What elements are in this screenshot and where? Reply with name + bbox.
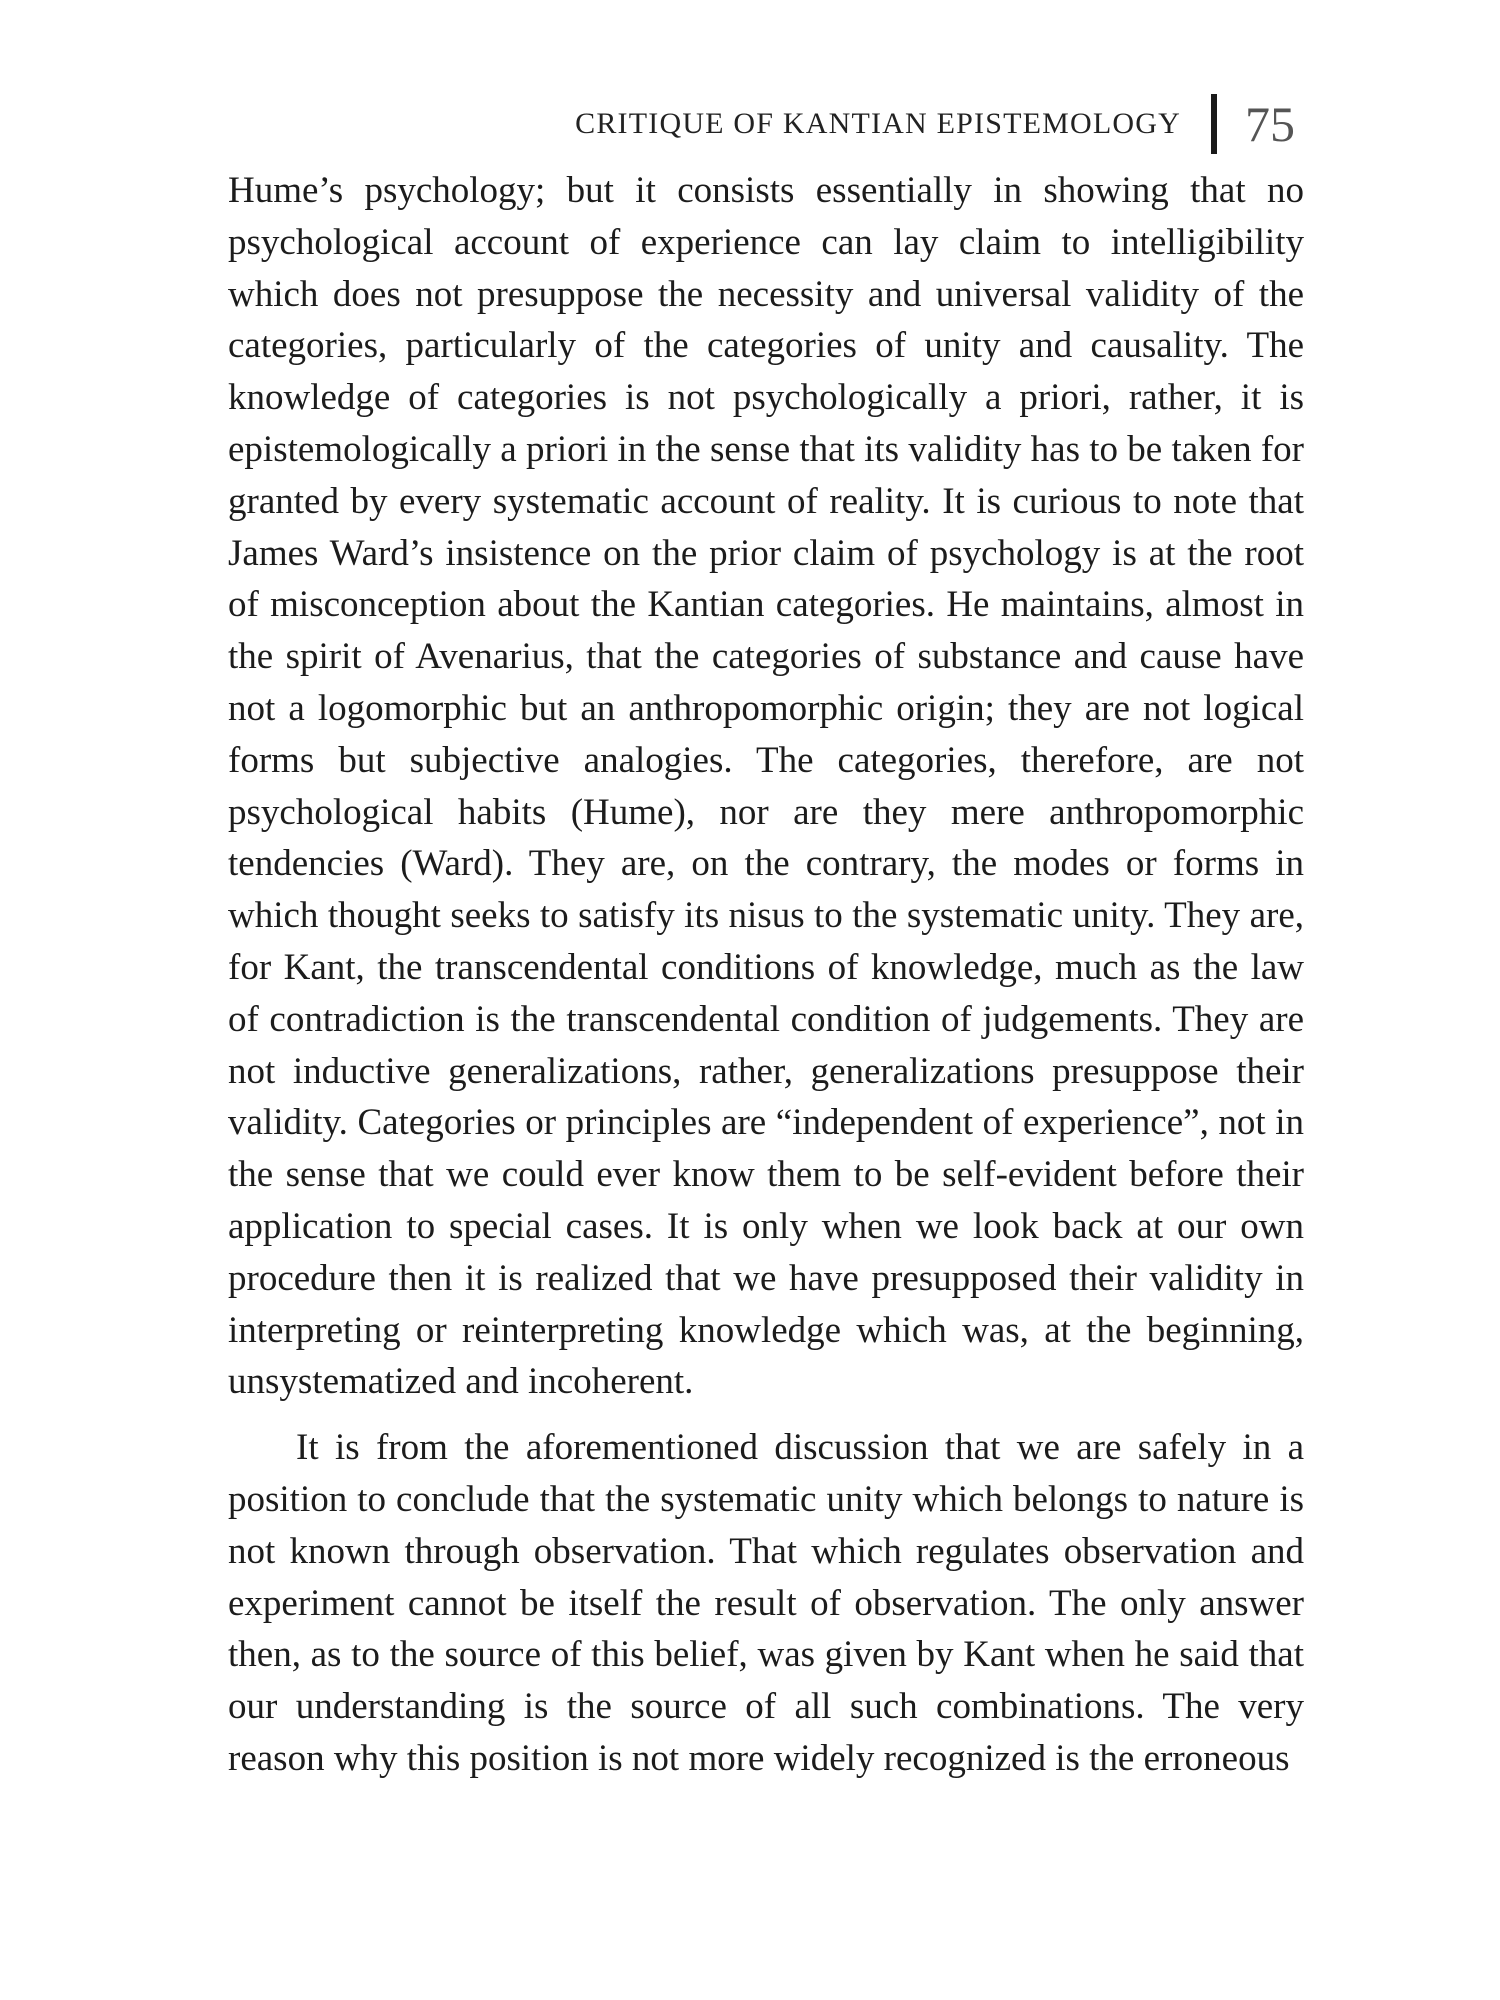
header-divider bbox=[1211, 94, 1217, 154]
paragraph-continued: Hume’s psychology; but it consists essentially in showing that no psychological account of experience can lay claim to intelligibility which does not presuppose the necessity and universal validity of the categories, particularly of the categories of unity and causality. The knowledge of categories is not psychologically a priori, rather, it is epistemologically a priori in the sense that its validity has to be taken for granted by every systematic account of reality. It is curious to note that James Ward’s insistence on the prior claim of psychology is at the root of misconception about the Kantian categories. He maintains, almost in the spirit of Avenarius, that the categories of substance and cause have not a logomorphic but an anthropomorphic origin; they are not logical forms but subjective analogies. The categories, therefore, are not psychological habits (Hume), nor are they mere anthropomorphic tendencies (Ward). They are, on the contrary, the modes or forms in which thought seeks to satisfy its nisus to the systematic unity. They are, for Kant, the transcendental conditions of knowledge, much as the law of contradiction is the transcendental condition of judgements. They are not inductive generalizations, rather, generalizations presuppose their validity. Categories or principles are “independent of experience”, not in the sense that we could ever know them to be self-evident before their application to special cases. It is only when we look back at our own procedure then it is realized that we have presupposed their validity in interpreting or reinterpreting knowledge which was, at the beginning, unsystematized and incoherent. bbox=[228, 170, 1304, 1403]
body-text bbox=[228, 165, 1304, 1785]
paragraph: It is from the aforementioned discussion that we are safely in a position to conclude that the systematic unity which belongs to nature is not known through observation. That which regulates observation and experiment cannot be itself the result of observation. The only answer then, as to the source of this belief, was given by Kant when he said that our understanding is the source of all such combinations. The very reason why this position is not more widely recognized is the erroneous bbox=[228, 1427, 1304, 1779]
running-header bbox=[575, 92, 1295, 156]
running-title: CRITIQUE OF KANTIAN EPISTEMOLOGY bbox=[575, 107, 1181, 140]
page-number: 75 bbox=[1245, 96, 1295, 152]
